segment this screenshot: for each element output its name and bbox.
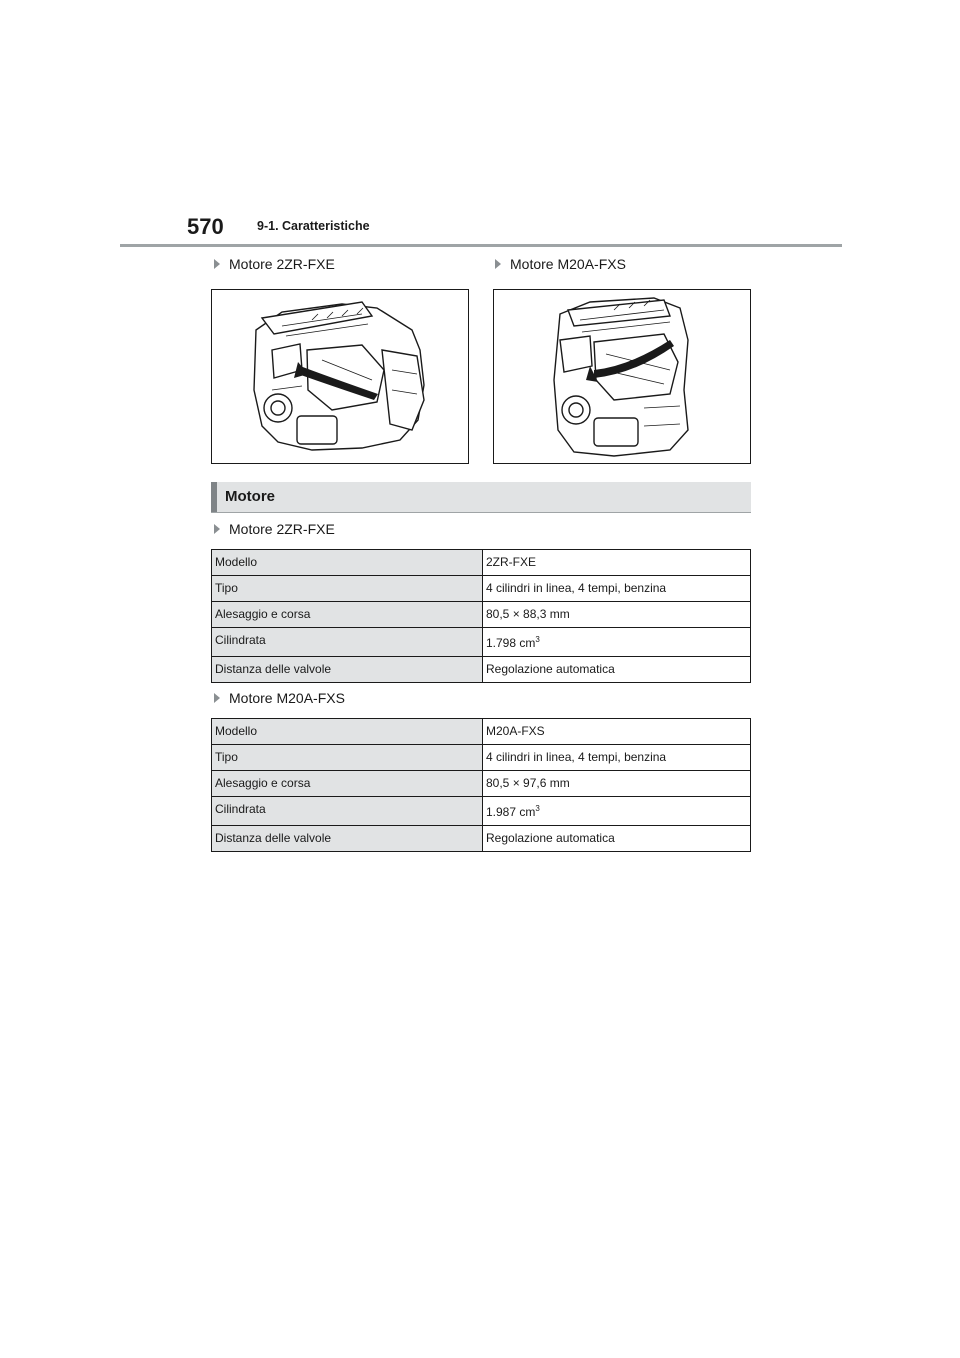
heading-accent <box>211 482 217 512</box>
row-label: Distanza delle valvole <box>212 657 483 683</box>
section-heading-bar <box>211 482 751 513</box>
table-row <box>212 628 751 657</box>
table-row <box>212 745 751 771</box>
table-row <box>212 826 751 852</box>
spec-table-m20a <box>211 718 751 852</box>
engine-illustration-m20a <box>493 289 751 464</box>
row-value: 80,5 × 88,3 mm <box>483 602 751 628</box>
table-caption-2zr <box>214 521 335 537</box>
table-caption-text: Motore M20A-FXS <box>229 690 345 706</box>
row-value <box>483 628 751 657</box>
row-label: Tipo <box>212 745 483 771</box>
arrow-bullet-icon <box>214 259 220 269</box>
figure-caption-m20a <box>495 256 626 272</box>
row-value <box>483 797 751 826</box>
spec-table-2zr <box>211 549 751 683</box>
unit-superscript: 3 <box>535 804 540 813</box>
page-number: 570 <box>187 214 224 239</box>
section-header: 9-1. Caratteristiche <box>257 219 370 233</box>
engine-illustration-2zr <box>211 289 469 464</box>
row-value: Regolazione automatica <box>483 826 751 852</box>
row-value: 4 cilindri in linea, 4 tempi, benzina <box>483 745 751 771</box>
displacement-value: 1.798 cm <box>486 636 536 650</box>
table-row <box>212 771 751 797</box>
header-rule <box>120 244 842 247</box>
figure-caption-text: Motore 2ZR-FXE <box>229 256 335 272</box>
row-label: Cilindrata <box>212 797 483 826</box>
arrow-bullet-icon <box>214 524 220 534</box>
row-label: Alesaggio e corsa <box>212 602 483 628</box>
row-label: Distanza delle valvole <box>212 826 483 852</box>
table-row <box>212 719 751 745</box>
row-value: Regolazione automatica <box>483 657 751 683</box>
engine-m20a-drawing <box>494 290 750 463</box>
row-value: 4 cilindri in linea, 4 tempi, benzina <box>483 576 751 602</box>
table-row <box>212 550 751 576</box>
row-label: Modello <box>212 719 483 745</box>
row-label: Tipo <box>212 576 483 602</box>
engine-2zr-drawing <box>212 290 468 463</box>
section-heading-title: Motore <box>225 488 275 505</box>
row-value: 80,5 × 97,6 mm <box>483 771 751 797</box>
row-value: 2ZR-FXE <box>483 550 751 576</box>
row-label: Alesaggio e corsa <box>212 771 483 797</box>
row-label: Cilindrata <box>212 628 483 657</box>
table-row <box>212 657 751 683</box>
table-row <box>212 797 751 826</box>
figure-caption-text: Motore M20A-FXS <box>510 256 626 272</box>
arrow-bullet-icon <box>495 259 501 269</box>
row-label: Modello <box>212 550 483 576</box>
unit-superscript: 3 <box>535 635 540 644</box>
arrow-bullet-icon <box>214 693 220 703</box>
table-caption-text: Motore 2ZR-FXE <box>229 521 335 537</box>
table-caption-m20a <box>214 690 345 706</box>
figure-caption-2zr <box>214 256 335 272</box>
displacement-value: 1.987 cm <box>486 805 536 819</box>
table-row <box>212 602 751 628</box>
row-value: M20A-FXS <box>483 719 751 745</box>
table-row <box>212 576 751 602</box>
